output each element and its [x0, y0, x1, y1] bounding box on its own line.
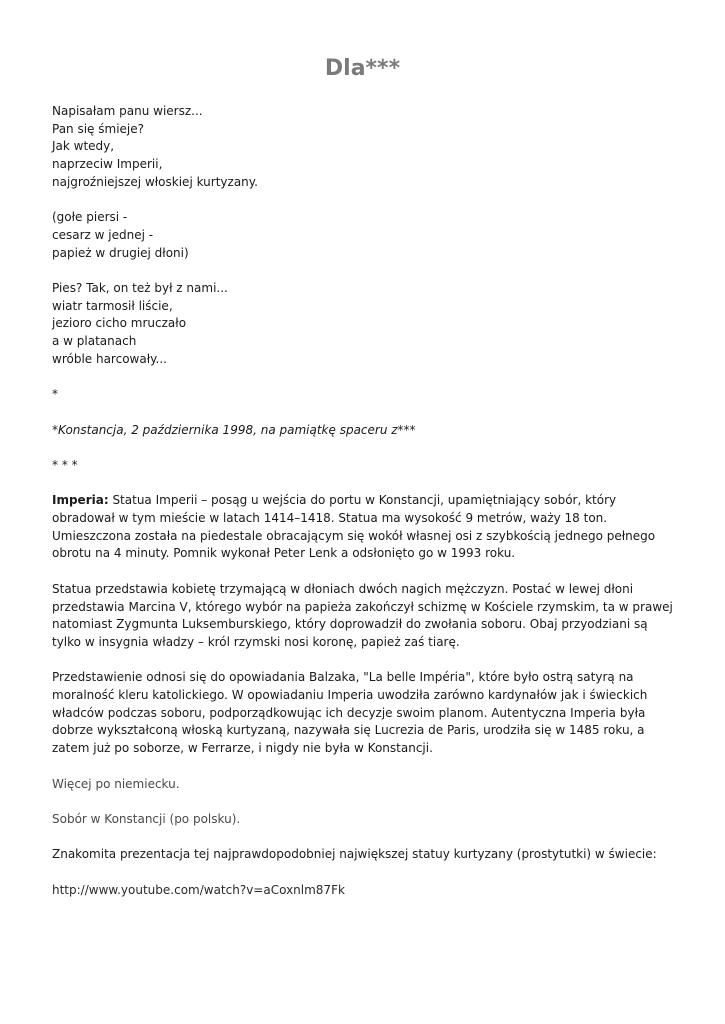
poem-line: Jak wtedy, — [52, 139, 115, 154]
poem-stanza-2 — [52, 209, 677, 262]
poem-line: (gołe piersi - — [52, 210, 128, 225]
poem-line: najgroźniejszej włoskiej kurtyzany. — [52, 174, 258, 189]
poem-line: naprzeciw Imperii, — [52, 157, 163, 172]
page-title: Dla*** — [324, 56, 401, 81]
link-polish[interactable]: Sobór w Konstancji (po polsku). — [52, 811, 241, 826]
imperia-label: Imperia: — [52, 493, 109, 508]
poem-stanza-3 — [52, 280, 677, 369]
poem-stanza-1 — [52, 103, 677, 192]
document-content — [52, 103, 677, 917]
link-german[interactable]: Więcej po niemiecku. — [52, 776, 180, 791]
footnote: *Konstancja, 2 października 1998, na pamiątkę spaceru z*** — [52, 422, 416, 437]
poem-line: wróble harcowały... — [52, 351, 167, 366]
poem-line: papież w drugiej dłoni) — [52, 245, 189, 260]
poem-line: Pies? Tak, on też był z nami... — [52, 281, 228, 295]
imperia-paragraph-1 — [52, 492, 677, 563]
presentation-text: Znakomita prezentacja tej najprawdopodobniej największej statuy kurtyzany (prostytutki) w świecie: — [52, 847, 657, 862]
poem-line: jezioro cicho mruczało — [52, 316, 187, 331]
imperia-paragraph-2: Statua przedstawia kobietę trzymającą w dłoniach dwóch nagich mężczyzn. Postać w lewej dłoni przedstawia Marcina V, którego wybór na papieża zakończył schizmę w Kościele rzymskim, ta w prawej natomiast Zygmunta Luksemburskiego, który doprowadził do zwołania soboru. Obaj przyodziani są tylko w insygnia władzy – król rzymski nosi koronę, papież zaś tiarę. — [52, 581, 673, 649]
youtube-link[interactable]: http://www.youtube.com/watch?v=aCoxnlm87Fk — [52, 882, 345, 897]
poem-line: wiatr tarmosił liście, — [52, 298, 173, 313]
poem-line: Napisałam panu wiersz... — [52, 104, 203, 118]
paragraph-text: Statua Imperii – posąg u wejścia do portu w Konstancji, upamiętniający sobór, który obradował w tym mieście w latach 1414–1418. Statua ma wysokość 9 metrów, waży 18 ton. Umieszczona została na piedestale obracającym się wokół własnej osi z szybkością jednego pełnego obrotu na 4 minuty. Pomnik wykonał Peter Lenk a odsłonięto go w 1993 roku. — [52, 493, 656, 561]
poem-line: Pan się śmieje? — [52, 121, 144, 136]
section-separator: * * * — [52, 457, 78, 472]
poem-line: cesarz w jednej - — [52, 227, 154, 242]
asterisk-mark: * — [52, 387, 58, 402]
poem-line: a w platanach — [52, 334, 137, 349]
imperia-paragraph-3: Przedstawienie odnosi się do opowiadania Balzaka, "La belle Impéria", które było ostrą satyrą na moralność kleru katolickiego. W opowiadaniu Imperia uwodziła zarówno kardynałów jak i świeckich władców podczas soboru, podporządkowując ich decyzje swoim planom. Autentyczna Imperia była dobrze wykształconą włoską kurtyzaną, nazywała się Lucrezia de Paris, urodziła się w 1485 roku, a zatem już po soborze, w Ferrarze, i nigdy nie była w Konstancji. — [52, 670, 648, 756]
